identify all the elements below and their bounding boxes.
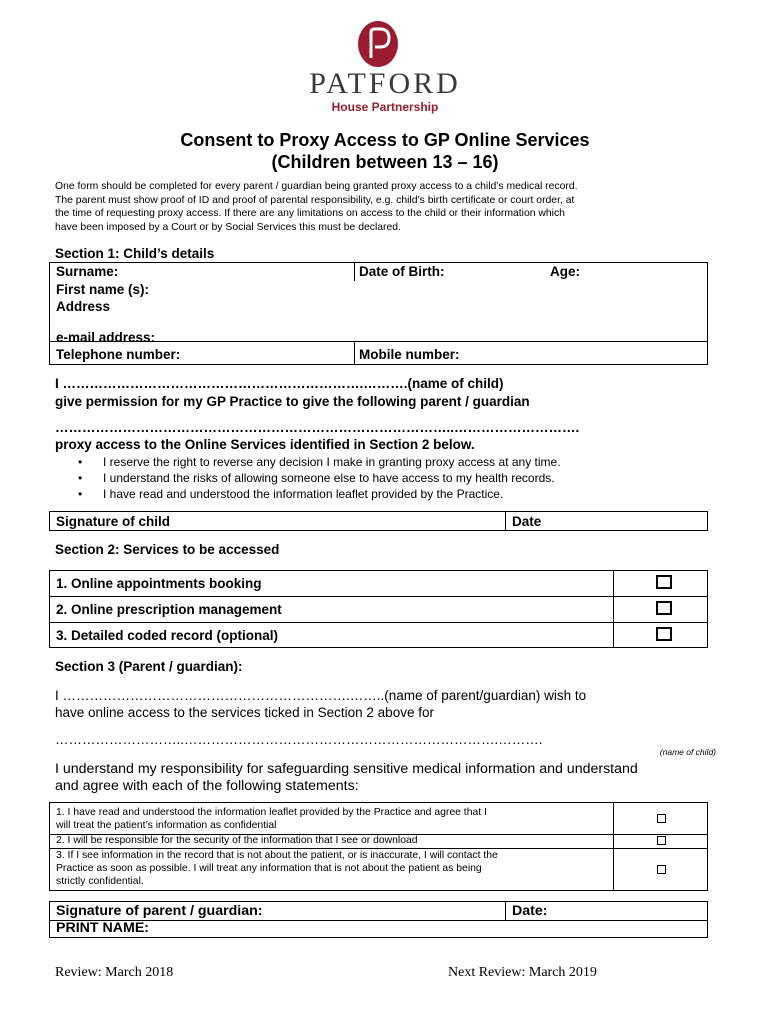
statement-3-checkbox[interactable]: [657, 865, 666, 874]
parent-name-line[interactable]: I ……………………………………………………….……..(name of parent/guardian) wish to: [55, 688, 587, 703]
logo-subtitle: House Partnership: [331, 100, 439, 114]
list-item: • I understand the risks of allowing someone else to have access to my health records.: [78, 471, 555, 485]
bullet-icon: •: [78, 487, 83, 501]
review-date: Review: March 2018: [55, 965, 174, 980]
prescriptions-checkbox[interactable]: [656, 601, 672, 615]
service-appointments: 1. Online appointments booking: [56, 576, 262, 591]
child-signature-label: Signature of child: [56, 514, 171, 529]
section2-heading: Section 2: Services to be accessed: [55, 542, 280, 557]
section3-heading: Section 3 (Parent / guardian):: [55, 659, 243, 674]
service-prescriptions: 2. Online prescription management: [56, 602, 282, 617]
child-date-label: Date: [512, 514, 542, 529]
statement-2-checkbox[interactable]: [657, 836, 666, 845]
appointments-checkbox[interactable]: [656, 575, 672, 589]
telephone-label[interactable]: Telephone number:: [56, 347, 181, 362]
bullet-icon: •: [78, 455, 83, 469]
coded-record-checkbox[interactable]: [656, 627, 672, 641]
statement-1-checkbox[interactable]: [657, 814, 666, 823]
first-name-label[interactable]: First name (s):: [56, 282, 150, 297]
parent-signature-label: Signature of parent / guardian:: [56, 903, 263, 919]
list-item: • I have read and understood the information leaflet provided by the Practice.: [78, 487, 504, 501]
bullet-icon: •: [78, 471, 83, 485]
list-item: • I reserve the right to reverse any decision I make in granting proxy access at any time.: [78, 455, 561, 469]
responsibility-text-1: I understand my responsibility for safeguarding sensitive medical information and understand: [55, 761, 638, 777]
permission-text: give permission for my GP Practice to give the following parent / guardian: [55, 394, 530, 409]
service-coded-record: 3. Detailed coded record (optional): [56, 628, 279, 643]
proxy-access-text: proxy access to the Online Services identified in Section 2 below.: [55, 437, 475, 452]
section3-access-text: have online access to the services ticked in Section 2 above for: [55, 705, 434, 720]
print-name-label: PRINT NAME:: [56, 920, 150, 936]
patford-logo-icon: [357, 20, 399, 68]
name-of-child-caption: (name of child): [659, 747, 716, 757]
statement-2: 2. I will be responsible for the security of the information that I see or download: [56, 835, 418, 846]
mobile-label[interactable]: Mobile number:: [359, 347, 460, 362]
parent-date-label: Date:: [512, 903, 548, 919]
guardian-name-line[interactable]: ……………………………………………………………………………..……………………….: [55, 420, 580, 435]
statement-3: 3. If I see information in the record that is not about the patient, or is inaccurate, I will contact the Practice as soon as possible. I will treat any information that is not about the patient as being strictly confidential.: [56, 850, 498, 887]
child-name-line[interactable]: I ………………………………………………………….……….(name of child): [55, 376, 504, 391]
next-review-date: Next Review: March 2019: [448, 965, 597, 980]
child-name-line-2[interactable]: ………………………..…………………………………………………………….……….: [55, 732, 543, 747]
dob-label[interactable]: Date of Birth:: [359, 264, 445, 279]
statement-1: 1. I have read and understood the information leaflet provided by the Practice and agree that I will treat the patient’s information as confidential: [56, 807, 487, 831]
page-title: Consent to Proxy Access to GP Online Services: [180, 130, 590, 150]
section1-heading: Section 1: Child’s details: [55, 246, 215, 261]
age-label[interactable]: Age:: [550, 264, 580, 279]
logo-name: PATFORD: [309, 67, 461, 100]
responsibility-text-2: and agree with each of the following statements:: [55, 778, 359, 794]
email-label[interactable]: e-mail address:: [56, 330, 156, 345]
page-subtitle: (Children between 13 – 16): [271, 152, 499, 172]
intro-text: One form should be completed for every parent / guardian being granted proxy access to a child’s medical record. The parent must show proof of ID and proof of parental responsibility, e.g. child’s birth certificate or court order, at the time of requesting proxy access. If there are any limitations on access to the child or their information which have been imposed by a Court or by Social Services this must be declared.: [55, 181, 578, 233]
surname-label[interactable]: Surname:: [56, 264, 119, 279]
address-label[interactable]: Address: [56, 299, 111, 314]
